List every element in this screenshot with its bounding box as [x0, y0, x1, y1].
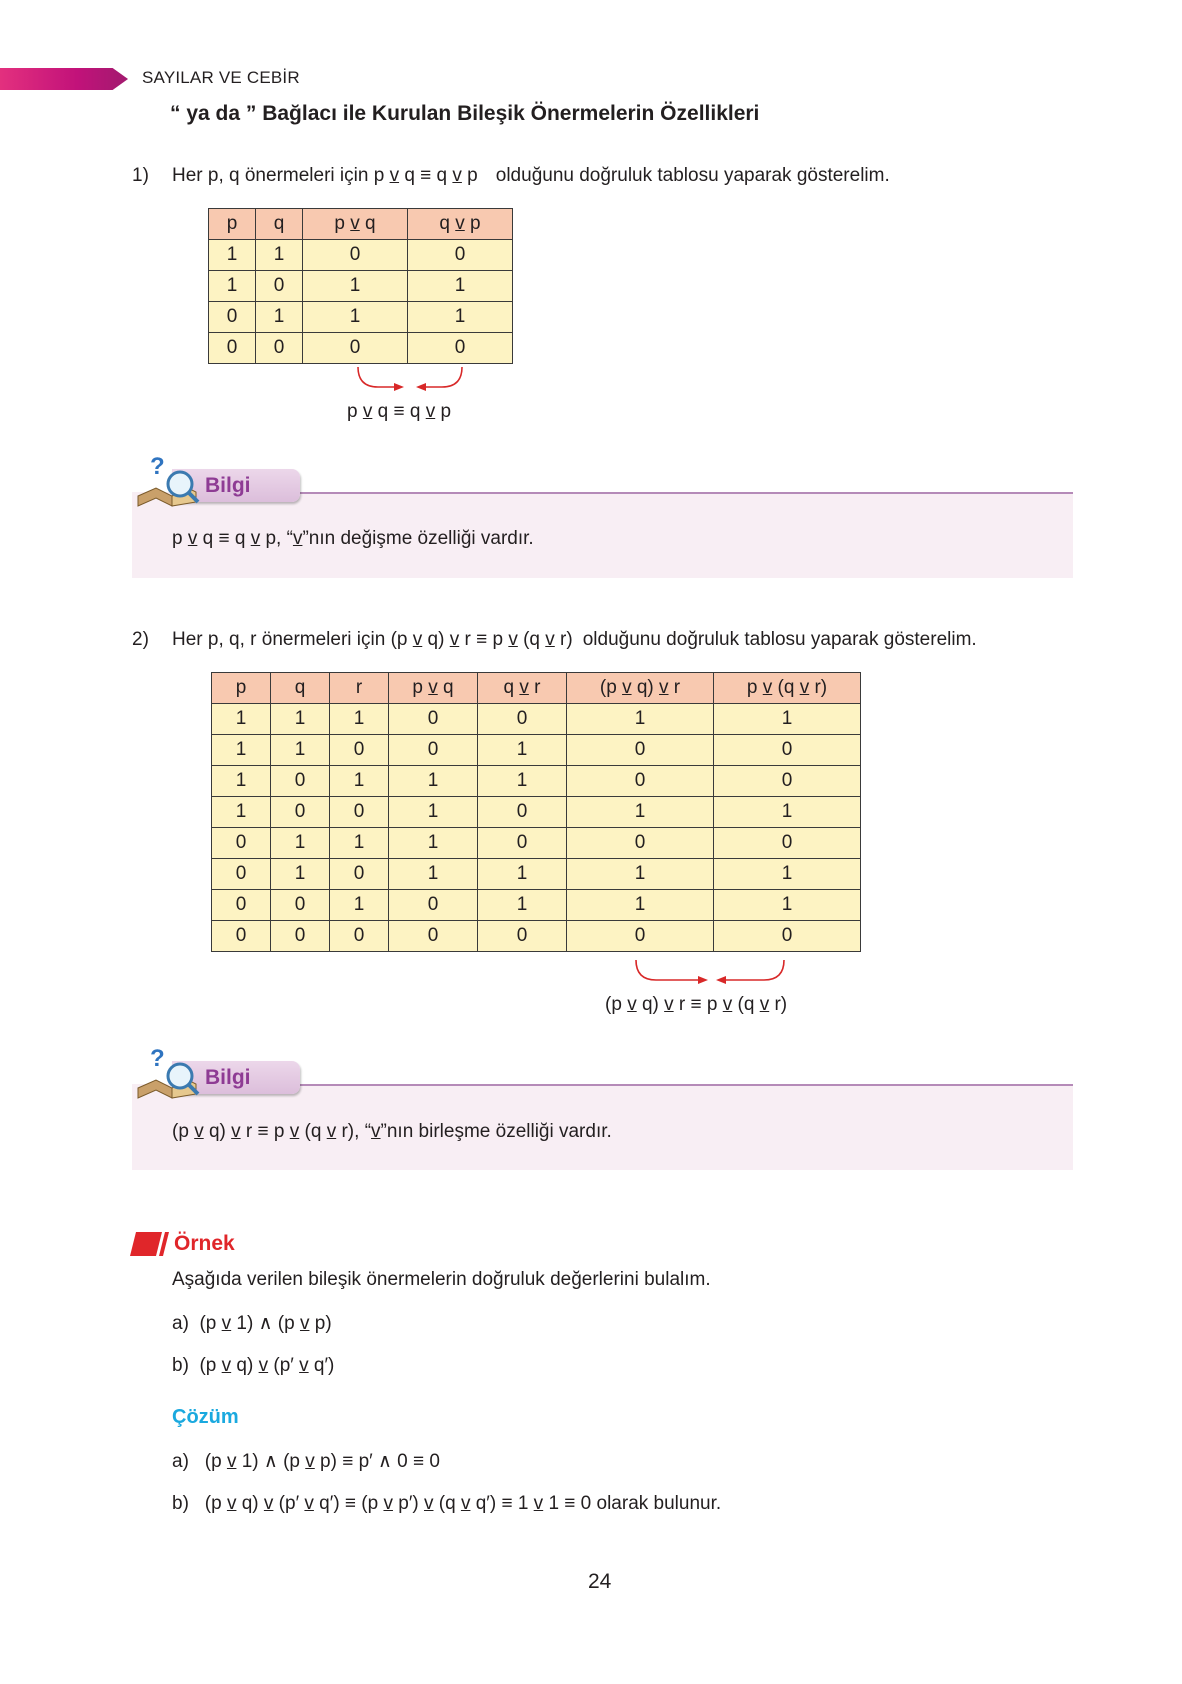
example-label: Örnek — [174, 1232, 235, 1255]
table-row — [212, 921, 861, 952]
table-cell: 1 — [303, 302, 408, 333]
column-header: p v q — [389, 673, 478, 704]
column-header: q v p — [408, 209, 513, 240]
table-cell: 0 — [714, 766, 861, 797]
column-header: p v q — [303, 209, 408, 240]
magnifier-book-icon — [134, 452, 202, 510]
table-cell: 1 — [212, 704, 271, 735]
section-header-bar — [0, 68, 128, 90]
column-header: q — [256, 209, 303, 240]
table-cell: 1 — [256, 240, 303, 271]
svg-text:?: ? — [150, 453, 165, 480]
column-header: r — [330, 673, 389, 704]
table-cell: 1 — [567, 704, 714, 735]
column-header: q — [271, 673, 330, 704]
table-cell: 1 — [408, 271, 513, 302]
table-cell: 1 — [478, 735, 567, 766]
example-intro: Aşağıda verilen bileşik önermelerin doğruluk değerlerini bulalım. — [172, 1269, 711, 1290]
table-cell: 1 — [389, 797, 478, 828]
magnifier-book-icon — [134, 1044, 202, 1102]
column-header: p — [212, 673, 271, 704]
table-cell: 1 — [567, 890, 714, 921]
question-1-number: 1) — [132, 165, 149, 186]
example-item-b: b) (p v q) v (p′ v q′) — [172, 1355, 335, 1376]
truth-table-2 — [211, 672, 861, 952]
table-row — [212, 859, 861, 890]
table-cell: 0 — [271, 797, 330, 828]
table-cell: 1 — [330, 766, 389, 797]
table-cell: 0 — [330, 859, 389, 890]
equivalence-arrows-1 — [350, 365, 470, 399]
table-cell: 0 — [567, 828, 714, 859]
table-cell: 1 — [478, 890, 567, 921]
table-cell: 0 — [567, 735, 714, 766]
table-cell: 1 — [389, 859, 478, 890]
solution-item-a: a) (p v 1) ∧ (p v p) ≡ p′ ∧ 0 ≡ 0 — [172, 1451, 440, 1472]
solution-item-b: b) (p v q) v (p′ v q′) ≡ (p v p′) v (q v q′) ≡ 1 v 1 ≡ 0 olarak bulunur. — [172, 1493, 722, 1514]
table-cell: 0 — [478, 828, 567, 859]
example-icon — [130, 1230, 172, 1258]
table-cell: 0 — [256, 333, 303, 364]
table-cell: 0 — [303, 333, 408, 364]
info-label-1: Bilgi — [205, 474, 251, 497]
table-row — [212, 766, 861, 797]
column-header: p v (q v r) — [714, 673, 861, 704]
info-text-2: (p v q) v r ≡ p v (q v r), “v”nın birleşme özelliği vardır. — [172, 1121, 612, 1142]
column-header: p — [209, 209, 256, 240]
truth-table-1 — [208, 208, 513, 364]
question-1: 1) Her p, q önermeleri için p v q ≡ q v p olduğunu doğruluk tablosu yaparak gösterelim. — [132, 165, 890, 186]
table-cell: 0 — [567, 766, 714, 797]
svg-text:?: ? — [150, 1045, 165, 1072]
table-cell: 1 — [567, 859, 714, 890]
column-header: (p v q) v r — [567, 673, 714, 704]
question-2-number: 2) — [132, 629, 149, 650]
table-cell: 1 — [271, 735, 330, 766]
table-header-row — [209, 209, 513, 240]
table-cell: 1 — [330, 828, 389, 859]
table-cell: 1 — [303, 271, 408, 302]
table-cell: 1 — [212, 797, 271, 828]
column-header: q v r — [478, 673, 567, 704]
table-cell: 1 — [714, 797, 861, 828]
table-cell: 0 — [256, 271, 303, 302]
table-row — [209, 302, 513, 333]
result-2: (p v q) v r ≡ p v (q v r) — [605, 994, 788, 1015]
equivalence-arrows-2 — [630, 958, 790, 992]
page-number: 24 — [588, 1570, 612, 1593]
table-cell: 0 — [271, 890, 330, 921]
table-cell: 0 — [714, 735, 861, 766]
table-cell: 1 — [714, 890, 861, 921]
table-cell: 0 — [714, 828, 861, 859]
table-cell: 1 — [714, 859, 861, 890]
table-cell: 1 — [330, 704, 389, 735]
question-2: 2) Her p, q, r önermeleri için (p v q) v r ≡ p v (q v r) olduğunu doğruluk tablosu yaparak gösterelim. — [132, 629, 977, 650]
table-row — [212, 704, 861, 735]
table-cell: 0 — [567, 921, 714, 952]
table-cell: 1 — [478, 859, 567, 890]
table-cell: 1 — [408, 302, 513, 333]
info-text-1: p v q ≡ q v p, “v”nın değişme özelliği vardır. — [172, 528, 534, 549]
table-cell: 0 — [209, 333, 256, 364]
table-row — [212, 797, 861, 828]
table-row — [212, 890, 861, 921]
table-cell: 0 — [212, 921, 271, 952]
table-cell: 0 — [408, 333, 513, 364]
table-cell: 0 — [389, 890, 478, 921]
table-cell: 0 — [209, 302, 256, 333]
table-row — [209, 333, 513, 364]
table-cell: 0 — [330, 797, 389, 828]
info-divider-1 — [290, 492, 1073, 494]
table-cell: 0 — [212, 859, 271, 890]
solution-label: Çözüm — [172, 1406, 239, 1428]
table-cell: 0 — [478, 704, 567, 735]
table-cell: 1 — [209, 240, 256, 271]
page-title: “ ya da ” Bağlacı ile Kurulan Bileşik Önermelerin Özellikleri — [170, 102, 760, 125]
table-cell: 1 — [212, 766, 271, 797]
table-cell: 1 — [567, 797, 714, 828]
result-1: p v q ≡ q v p — [347, 401, 452, 422]
table-row — [209, 271, 513, 302]
table-cell: 0 — [408, 240, 513, 271]
table-cell: 1 — [209, 271, 256, 302]
table-cell: 0 — [271, 921, 330, 952]
table-cell: 1 — [212, 735, 271, 766]
table-cell: 1 — [256, 302, 303, 333]
table-cell: 0 — [478, 797, 567, 828]
table-cell: 0 — [303, 240, 408, 271]
table-cell: 1 — [271, 704, 330, 735]
table-cell: 0 — [330, 921, 389, 952]
table-cell: 0 — [271, 766, 330, 797]
table-cell: 0 — [212, 890, 271, 921]
info-label-2: Bilgi — [205, 1066, 251, 1089]
table-cell: 1 — [389, 828, 478, 859]
table-row — [212, 828, 861, 859]
table-cell: 0 — [212, 828, 271, 859]
table-cell: 1 — [478, 766, 567, 797]
table-header-row — [212, 673, 861, 704]
table-cell: 0 — [389, 704, 478, 735]
table-cell: 0 — [389, 735, 478, 766]
table-row — [209, 240, 513, 271]
table-cell: 0 — [478, 921, 567, 952]
table-cell: 1 — [271, 859, 330, 890]
table-cell: 0 — [389, 921, 478, 952]
table-row — [212, 735, 861, 766]
info-divider-2 — [290, 1084, 1073, 1086]
table-cell: 1 — [714, 704, 861, 735]
example-item-a: a) (p v 1) ∧ (p v p) — [172, 1313, 332, 1334]
table-cell: 0 — [714, 921, 861, 952]
table-cell: 1 — [330, 890, 389, 921]
section-label: SAYILAR VE CEBİR — [142, 68, 300, 87]
table-cell: 1 — [271, 828, 330, 859]
table-cell: 0 — [330, 735, 389, 766]
table-cell: 1 — [389, 766, 478, 797]
